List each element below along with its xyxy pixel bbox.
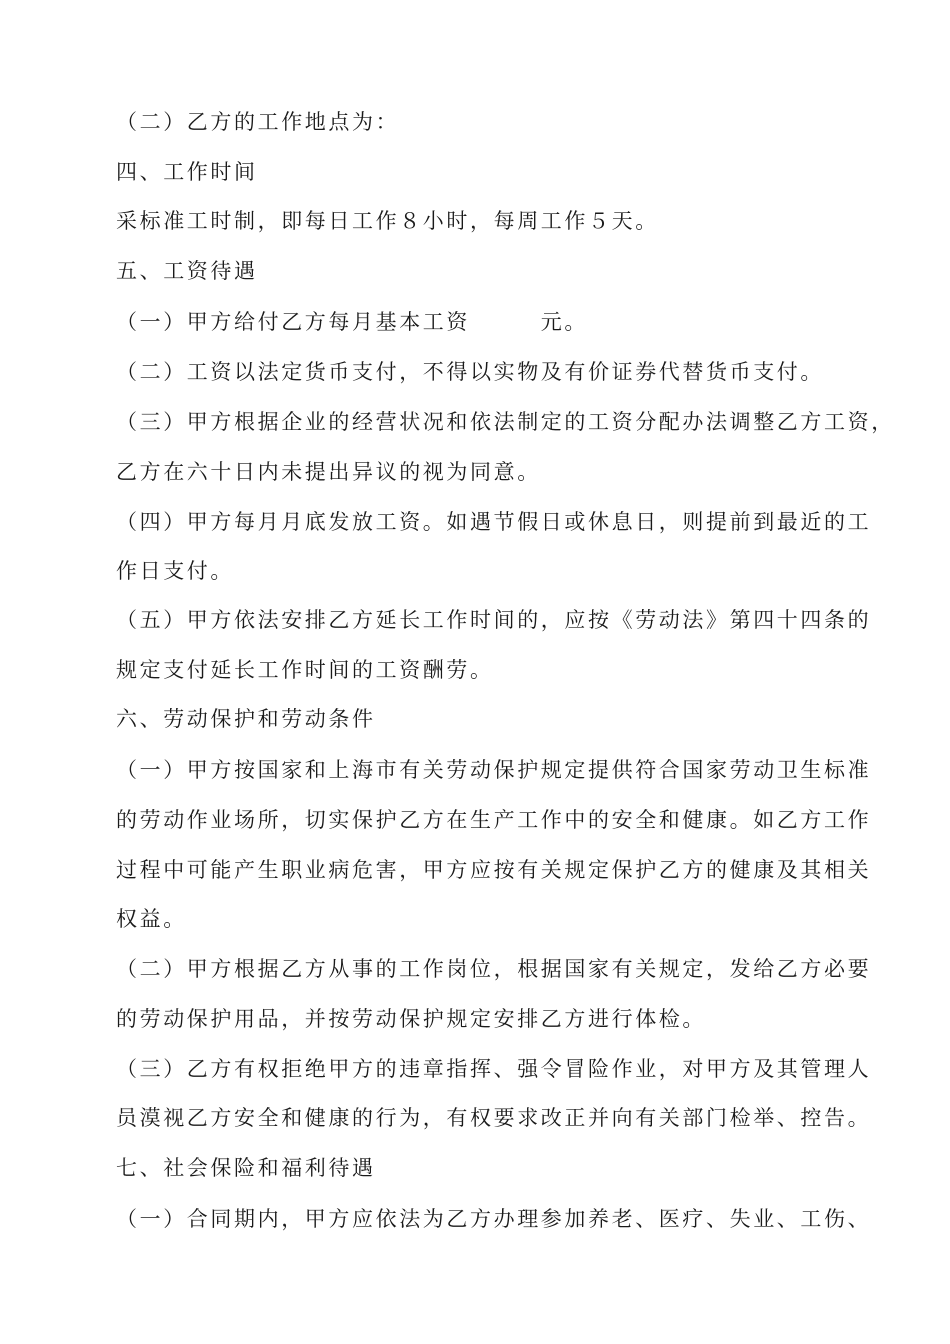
text-line: 规定支付延长工作时间的工资酬劳。: [116, 658, 494, 682]
section-heading: 四、工作时间: [116, 160, 258, 184]
text-line: 作日支付。: [116, 559, 234, 583]
text-line: （五）甲方依法安排乙方延长工作时间的，应按《劳动法》第四十四条的: [116, 608, 872, 632]
text-line: （三）乙方有权拒绝甲方的违章指挥、强令冒险作业，对甲方及其管理人: [116, 1057, 872, 1081]
text-line: 员漠视乙方安全和健康的行为，有权要求改正并向有关部门检举、控告。: [116, 1106, 872, 1130]
text-line: 的劳动作业场所，切实保护乙方在生产工作中的安全和健康。如乙方工作: [116, 808, 872, 832]
text-line: （三）甲方根据企业的经营状况和依法制定的工资分配办法调整乙方工资，: [116, 410, 895, 434]
section-heading: 七、社会保险和福利待遇: [116, 1156, 376, 1180]
text-line: 的劳动保护用品，并按劳动保护规定安排乙方进行体检。: [116, 1007, 706, 1031]
section-heading: 五、工资待遇: [116, 259, 258, 283]
text-line: （二）乙方的工作地点为：: [116, 110, 400, 134]
text-line: （二）甲方根据乙方从事的工作岗位，根据国家有关规定，发给乙方必要: [116, 957, 872, 981]
text-line: 权益。: [116, 907, 187, 931]
text-line: （四）甲方每月月底发放工资。如遇节假日或休息日，则提前到最近的工: [116, 510, 872, 534]
text-line: （二）工资以法定货币支付，不得以实物及有价证券代替货币支付。: [116, 360, 824, 384]
text-line: （一）合同期内，甲方应依法为乙方办理参加养老、医疗、失业、工伤、: [116, 1207, 872, 1231]
section-heading: 六、劳动保护和劳动条件: [116, 707, 376, 731]
text-line: （一）甲方按国家和上海市有关劳动保护规定提供符合国家劳动卫生标准: [116, 758, 872, 782]
text-line: 采标准工时制，即每日工作８小时，每周工作５天。: [116, 209, 659, 233]
text-line: （一）甲方给付乙方每月基本工资 元。: [116, 310, 588, 334]
text-line: 乙方在六十日内未提出异议的视为同意。: [116, 460, 541, 484]
text-line: 过程中可能产生职业病危害，甲方应按有关规定保护乙方的健康及其相关: [116, 858, 872, 882]
